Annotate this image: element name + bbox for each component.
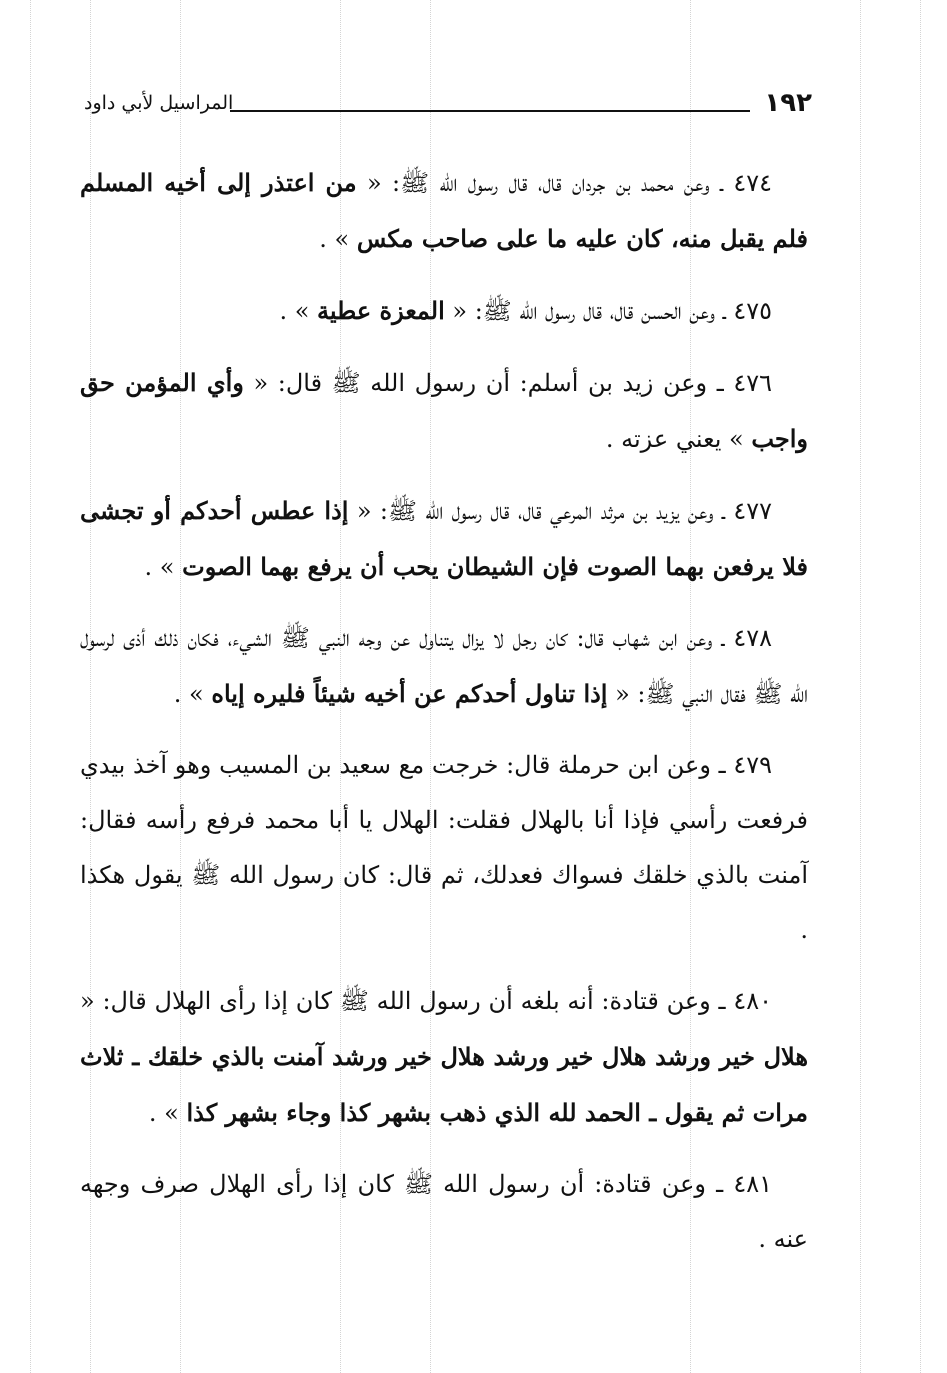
hadith-number: ٤٨٠ [733, 987, 772, 1015]
hadith-closing: » . [173, 680, 212, 708]
hadith-number: ٤٧٨ [733, 624, 772, 652]
scan-grid-line [860, 0, 861, 1373]
hadith-narration: ـ وعن زيد بن أسلم: أن رسول الله ﷺ قال: « [243, 369, 734, 397]
hadith-narration: ـ وعن ابن حرملة قال: خرجت مع سعيد بن المسيب وهو آخذ بيدي فرفعت رأسي فإذا أنا بالهلال فقلت: الهلال يا أبا محمد فرفع رأسه فقال: آمنت بالذي خلقك فسواك فعدلك، ثم قال: كان رسول الله ﷺ يقول هكذا . [80, 751, 808, 944]
header-rule [230, 110, 750, 112]
hadith-closing: » . [319, 225, 357, 253]
hadith-closing: » . [148, 1099, 187, 1127]
hadith-number: ٤٧٩ [733, 751, 772, 779]
hadith-quote: إذا تناول أحدكم عن أخيه شيئاً فليره إياه [211, 679, 608, 708]
hadith-closing: » . [279, 297, 318, 325]
hadith-quote: وأي المؤمن حق واجب [80, 368, 808, 453]
hadith-narration: ـ وعن ابن شهاب قال: كان رجل لا يزال يتناول عن وجه النبي ﷺ الشيء، فكان ذلك أذى لرسول الله ﷺ فقال النبي ﷺ: « [80, 624, 808, 708]
hadith-paragraph [80, 974, 808, 1141]
scan-grid-line [30, 0, 31, 1373]
hadith-paragraph [80, 155, 808, 267]
scan-grid-line [920, 0, 921, 1373]
hadith-narration: ـ وعن قتادة: أنه بلغه أن رسول الله ﷺ كان إذا رأى الهلال قال: « [80, 987, 734, 1015]
hadith-number: ٤٧٤ [733, 169, 772, 197]
hadith-paragraph [80, 483, 808, 595]
running-header [84, 88, 812, 128]
hadith-paragraph [80, 1157, 808, 1267]
page-number: ١٩٢ [764, 88, 812, 118]
hadith-quote: إذا عطس أحدكم أو تجشى فلا يرفعن بهما الصوت فإن الشيطان يحب أن يرفع بهما الصوت [80, 496, 808, 581]
hadith-narration: ـ وعن الحسن قال، قال رسول الله ﷺ: « [444, 297, 734, 325]
hadith-number: ٤٧٦ [733, 369, 773, 397]
hadith-quote: من اعتذر إلى أخيه المسلم فلم يقبل منه، كان عليه ما على صاحب مكس [80, 168, 808, 253]
hadith-number: ٤٨١ [733, 1170, 772, 1198]
hadith-paragraph [80, 738, 808, 958]
hadith-quote: المعزة عطية [317, 296, 445, 325]
hadith-closing: » . [144, 553, 183, 581]
hadith-number: ٤٧٧ [733, 497, 772, 525]
hadith-quote: هلال خير ورشد هلال خير ورشد هلال خير ورشد آمنت بالذي خلقك ـ ثلاث مرات ثم يقول ـ الحمد لله الذي ذهب بشهر كذا وجاء بشهر كذا [80, 1042, 808, 1127]
hadith-narration: ـ وعن محمد بن جردان قال، قال رسول الله ﷺ: « [356, 169, 734, 197]
hadith-paragraph [80, 283, 808, 339]
hadith-closing: » يعني عزته . [605, 425, 752, 453]
hadith-list [80, 155, 808, 1283]
hadith-narration: ـ وعن قتادة: أن رسول الله ﷺ كان إذا رأى الهلال صرف وجهه عنه . [80, 1170, 808, 1253]
hadith-paragraph [80, 611, 808, 722]
hadith-narration: ـ وعن يزيد بن مرثد المرعي قال، قال رسول الله ﷺ: « [348, 497, 734, 525]
hadith-paragraph [80, 355, 808, 467]
book-title: المراسيل لأبي داود [84, 92, 234, 114]
hadith-number: ٤٧٥ [733, 297, 772, 325]
